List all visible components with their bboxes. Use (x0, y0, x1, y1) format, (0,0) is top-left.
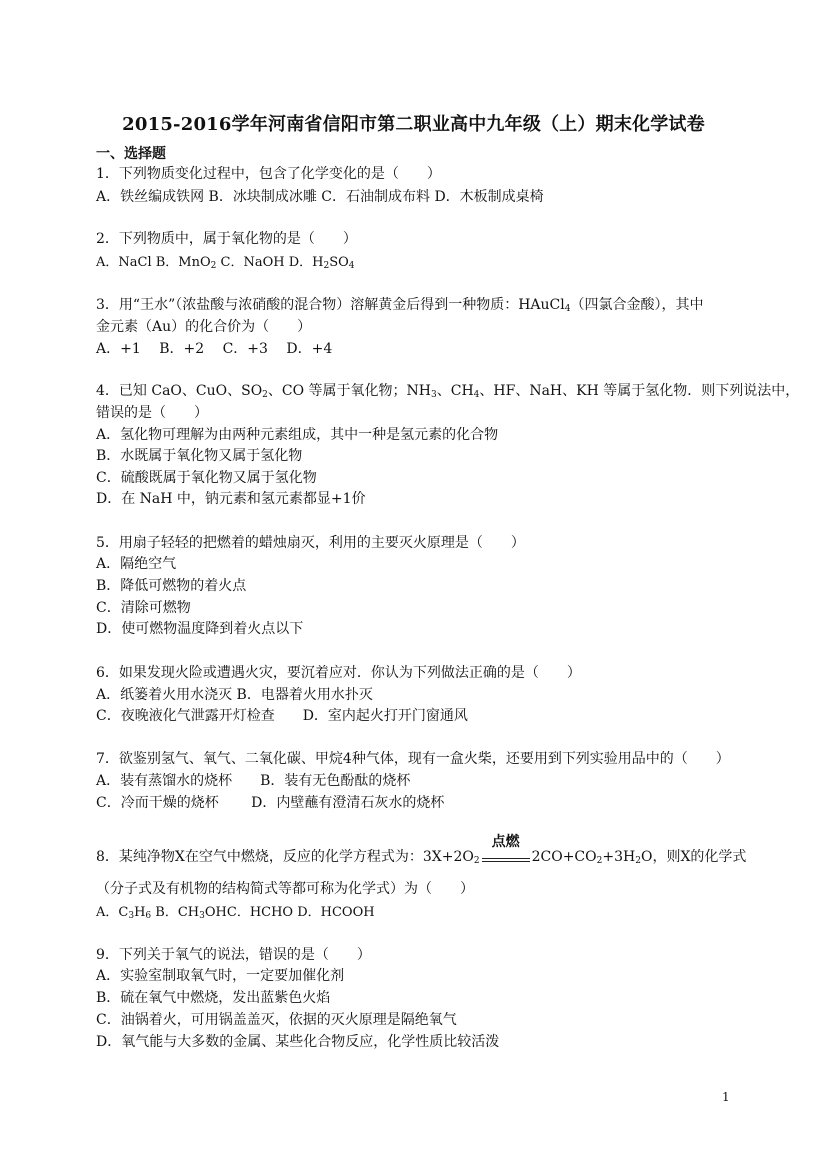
question-4-option-a: A．氢化物可理解为由两种元素组成，其中一种是氢元素的化合物 (96, 427, 499, 443)
question-9-option-b: B．硫在氧气中燃烧，发出蓝紫色火焰 (96, 990, 331, 1006)
page-title: 2015-2016学年河南省信阳市第二职业高中九年级（上）期末化学试卷 (122, 114, 705, 135)
question-9-option-a: A．实验室制取氧气时，一定要加催化剂 (96, 968, 345, 984)
question-7-options-cd: C．冷而干燥的烧杯 D．内壁蘸有澄清石灰水的烧杯 (96, 795, 445, 811)
question-3-stem-line1: 3．用“王水”（浓盐酸与浓硝酸的混合物）溶解黄金后得到一种物质：HAuCl$_4$（四氯合金酸），其中 (96, 297, 704, 314)
question-5-stem: 5．用扇子轻轻的把燃着的蜡烛扇灭，利用的主要灭火原理是（ ） (96, 535, 525, 551)
question-2-options: A．NaCl B．MnO$_2$ C．NaOH D．$H_2SO_4$ (96, 255, 355, 271)
question-5-option-b: B．降低可燃物的着火点 (96, 578, 247, 594)
question-9-stem: 9．下列关于氧气的说法，错误的是（ ） (96, 947, 371, 963)
reaction-condition-label: 点燃 (491, 834, 520, 850)
question-8-stem-line2: （分子式及有机物的结构简式等都可称为化学式）为（ ） (96, 881, 474, 897)
question-2-stem: 2．下列物质中，属于氧化物的是（ ） (96, 231, 357, 247)
section-heading: 一、选择题 (96, 146, 166, 162)
question-5-option-c: C．清除可燃物 (96, 600, 191, 616)
question-5-option-d: D．使可燃物温度降到着火点以下 (96, 621, 304, 637)
question-4-option-c: C．硫酸既属于氧化物又属于氢化物 (96, 470, 317, 486)
question-6-options-ab: A．纸篓着火用水浇灭 B．电器着火用水扑灭 (96, 687, 373, 703)
question-3-stem-line2: 金元素（Au）的化合价为（ ） (96, 319, 312, 335)
question-9-option-d: D．氧气能与大多数的金属、某些化合物反应，化学性质比较活泼 (96, 1034, 500, 1050)
question-8-stem-line1: 8．某纯净物X在空气中燃烧，反应的化学方程式为：$3X+2O_2$ 点燃 $2CO+CO_2+3H_2O$，则X的化学式 (96, 834, 747, 866)
question-4-option-d: D．在 NaH 中，钠元素和氢元素都显+1价 (96, 491, 366, 507)
page-number: 1 (722, 1090, 730, 1104)
question-4-stem-line1: 4．已知 CaO、CuO、$SO_2$、CO 等属于氧化物；$NH_3$、$CH_4$、HF、NaH、KH 等属于氢化物．则下列说法中， (96, 383, 800, 400)
question-4-stem-line2: 错误的是（ ） (96, 405, 208, 421)
question-7-options-ab: A．装有蒸馏水的烧杯 B．装有无色酚酞的烧杯 (96, 773, 411, 789)
question-6-stem: 6．如果发现火险或遭遇火灾，要沉着应对．你认为下列做法正确的是（ ） (96, 665, 581, 681)
question-4-option-b: B．水既属于氧化物又属于氢化物 (96, 448, 303, 464)
question-1-stem: 1．下列物质变化过程中，包含了化学变化的是（ ） (96, 166, 441, 182)
question-7-stem: 7．欲鉴别氢气、氧气、二氧化碳、甲烷4种气体，现有一盒火柴，还要用到下列实验用品中的（ ） (96, 751, 730, 767)
question-1-options: A．铁丝编成铁网 B．冰块制成冰雕 C．石油制成布料 D．木板制成桌椅 (96, 189, 544, 205)
question-8-options: A．$C_3H_6$ B．$CH_3OHC$．HCHO D．HCOOH (96, 905, 375, 921)
question-5-option-a: A．隔绝空气 (96, 556, 177, 572)
question-3-options: A．+1 B．+2 C．+3 D．+4 (96, 341, 333, 357)
reaction-condition-arrow (480, 834, 532, 866)
question-9-option-c: C．油锅着火，可用锅盖盖灭，依据的灭火原理是隔绝氧气 (96, 1012, 457, 1028)
question-6-options-cd: C．夜晚液化气泄露开灯检查 D．室内起火打开门窗通风 (96, 708, 468, 724)
